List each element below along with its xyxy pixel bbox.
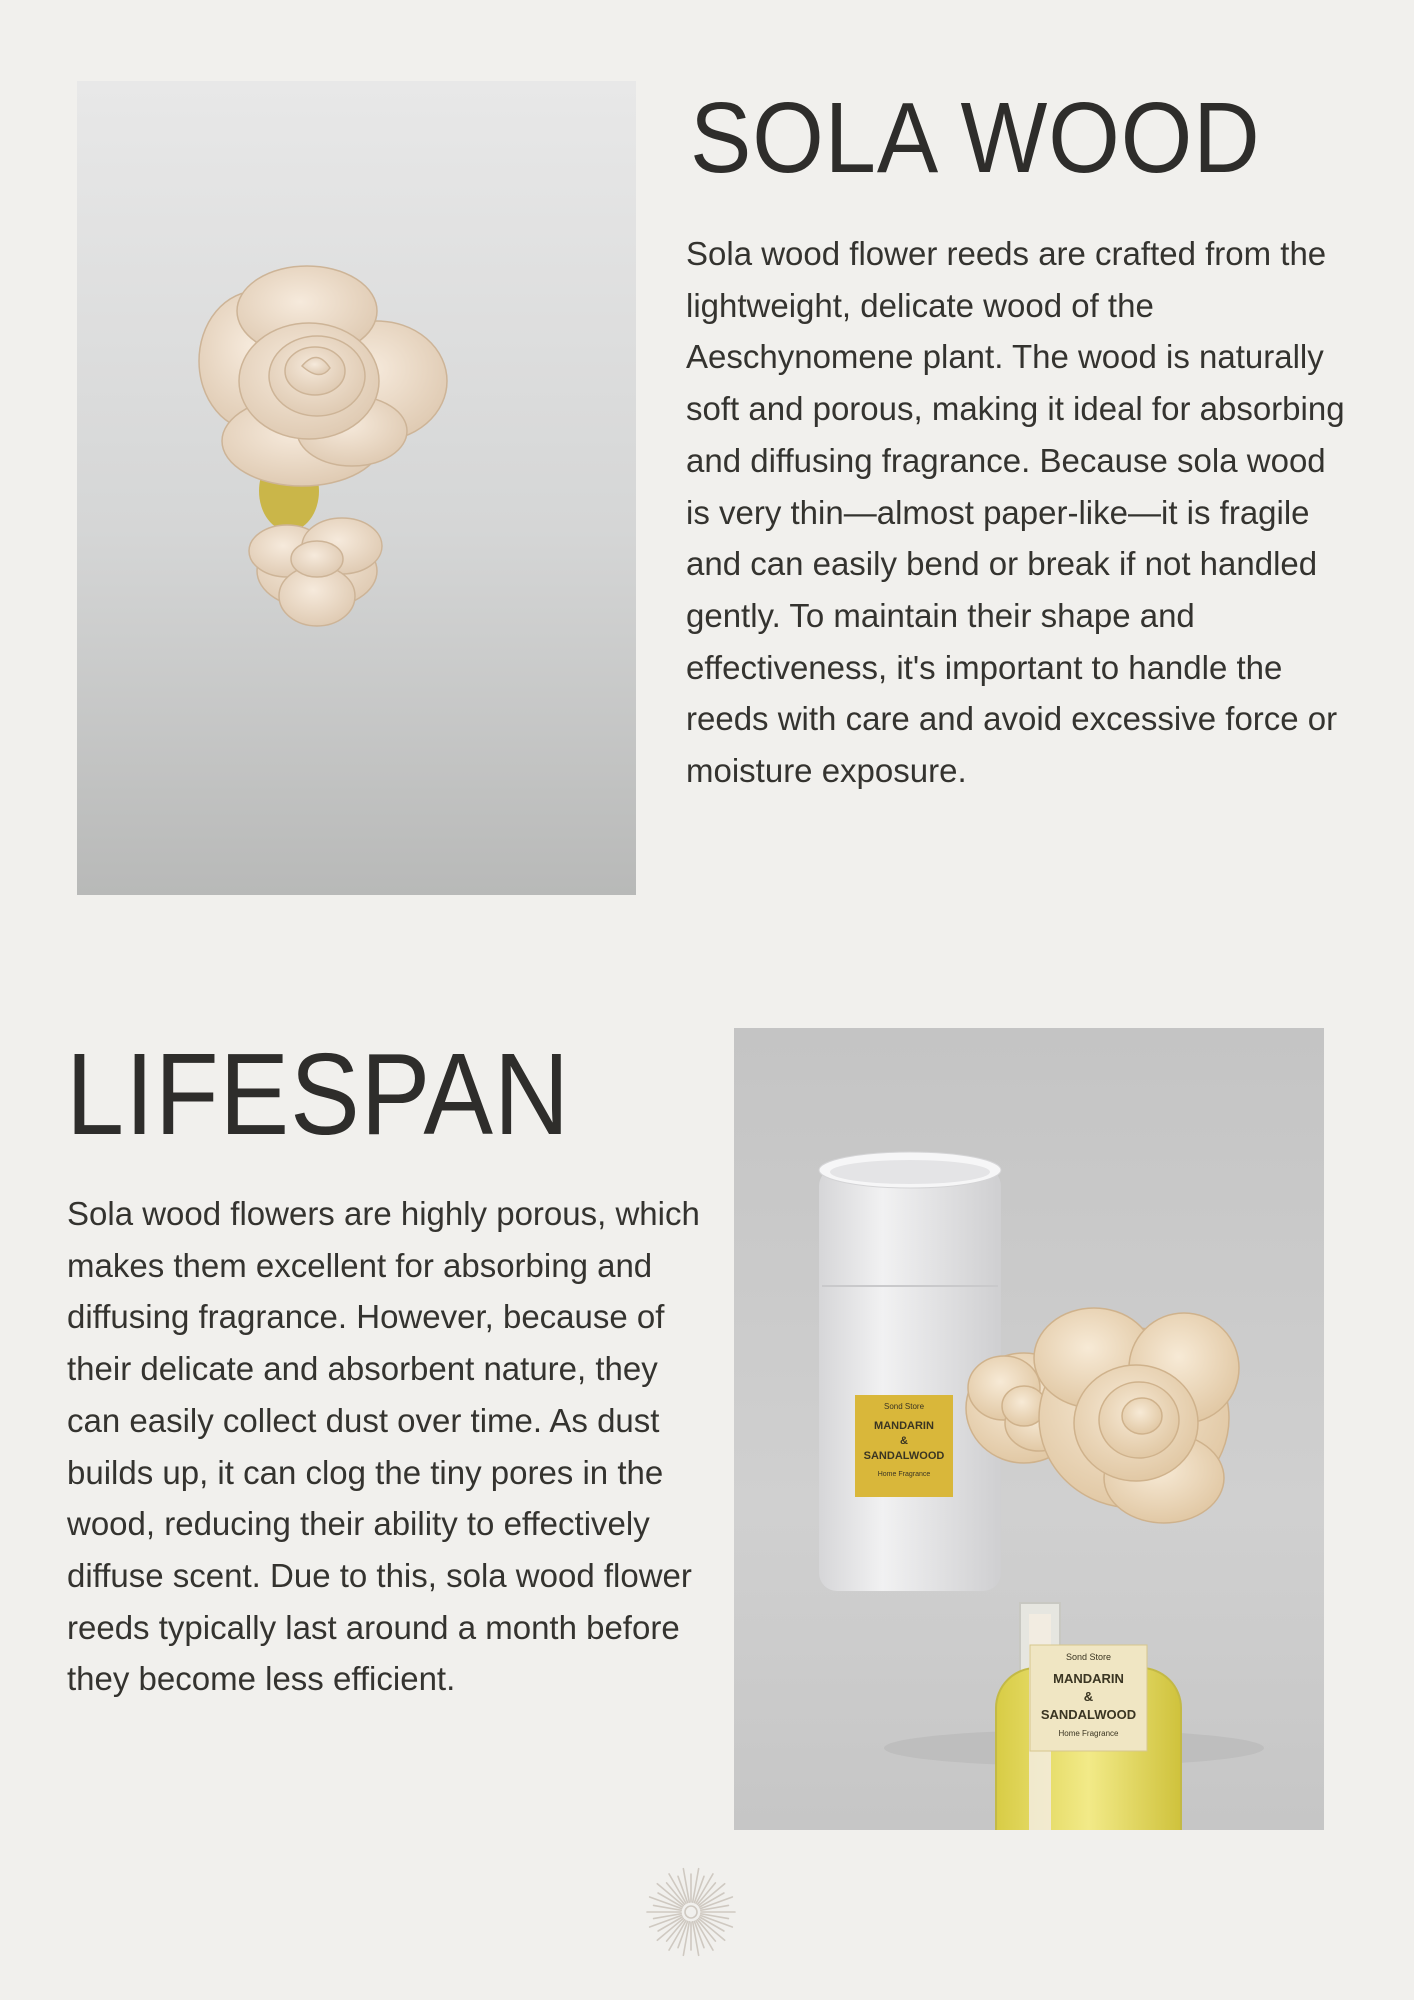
section-body: Sola wood flower reeds are crafted from the lightweight, delicate wood of the Aeschynomene plant. The wood is naturally soft and porous, making it ideal for absorbing and diffusing fragrance. Because sola wood is very thin—almost paper-like—it is fragile and can easily bend or break if not handled gently. To maintain their shape and effectiveness, it's important to handle the reeds with care and avoid excessive force or moisture exposure. <box>686 235 1345 790</box>
brand-name: Sond Store <box>1065 1652 1112 1662</box>
diffuser-product-photo <box>734 1028 1324 1830</box>
product-name-line3: SANDALWOOD <box>1040 1707 1137 1722</box>
section-body: Sola wood flowers are highly porous, which makes them excellent for absorbing and diffusing fragrance. However, because of their delicate and absorbent nature, they can easily collect dust over time. As dust builds up, it can clog the tiny pores in the wood, reducing their ability to effectively diffuse scent. Due to this, sola wood flower reeds typically last around a month before they become less efficient. <box>67 1195 700 1698</box>
tube-label-text <box>855 1396 953 1478</box>
product-subtitle: Home Fragrance <box>877 1471 931 1478</box>
product-name-line1: MANDARIN <box>1053 1671 1124 1686</box>
product-name-line3: SANDALWOOD <box>863 1450 945 1462</box>
brand-name: Sond Store <box>883 1402 925 1411</box>
product-name-line2: & <box>1083 1689 1094 1704</box>
sunburst-icon <box>645 1866 737 1958</box>
section-title: LIFESPAN <box>66 1029 571 1159</box>
product-subtitle: Home Fragrance <box>1058 1729 1119 1738</box>
bottle-label-text <box>1030 1646 1147 1738</box>
product-name-line2: & <box>900 1435 908 1447</box>
section-title: SOLA WOOD <box>690 82 1261 194</box>
sola-flower-photo <box>77 81 636 895</box>
product-name-line1: MANDARIN <box>874 1420 934 1432</box>
